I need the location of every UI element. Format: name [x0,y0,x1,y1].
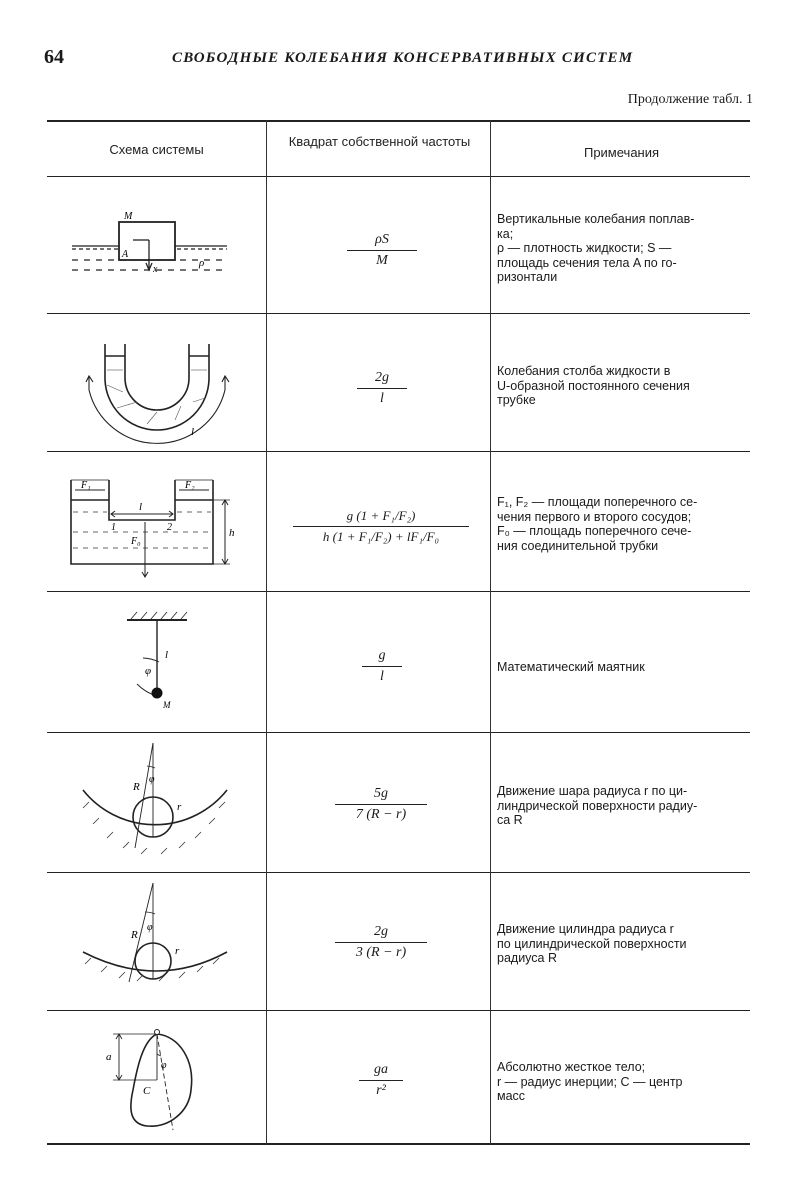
formula-numerator: 2g [375,370,389,385]
frequency-table [47,120,750,1145]
vessels-label-h: h [229,527,235,539]
note-cylinder: Движение цилиндра радиуса r по цилиндрической поверхности радиуса R [497,922,687,965]
column-divider [490,120,491,1145]
formula-denominator: M [376,253,388,269]
formula-numerator: g (1 + F₁/F₂) [346,508,416,523]
formula-numerator: 2g [374,924,388,939]
fraction-bar [347,250,417,251]
fraction-bar [357,388,407,389]
header-bottom-rule [47,176,750,177]
fraction-bar [362,666,402,667]
row-divider [47,313,750,314]
formula-numerator: g [378,648,386,663]
column-header-scheme: Схема системы [109,142,204,157]
row-divider [47,451,750,452]
pendulum-diagram [107,608,217,723]
formula-vessels [293,508,469,545]
u-tube-label-l: l [191,426,195,438]
formula-denominator: l [380,669,384,685]
vessels-label-1: 1 [111,522,116,533]
formula-numerator: ρS [375,232,389,247]
vessels-label-l: l [139,501,143,513]
rigid-label-a: a [106,1051,112,1063]
note-float: Вертикальные колебания поплав- ка; ρ — плотность жидкости; S — площадь сечения тела A по го- ризонтали [497,212,695,284]
formula-numerator: 5g [374,786,388,801]
note-rigid-body: Абсолютно жесткое тело; r — радиус инерции; C — центр масс [497,1060,683,1103]
fraction-bar [293,526,469,527]
formula-pendulum [362,648,402,685]
vessels-diagram [65,472,255,582]
pendulum-label-l: l [165,649,169,661]
vessels-label-F0: F₀ [131,536,141,547]
fraction-bar [335,942,427,943]
table-bottom-rule [47,1143,750,1145]
column-header-notes: Примечания [583,145,660,160]
formula-numerator: ga [374,1062,388,1077]
row-divider [47,1010,750,1011]
column-header-frequency: Квадрат собственной частоты [288,134,471,149]
formula-denominator: 3 (R − r) [355,945,407,961]
fraction-bar [359,1080,403,1081]
float-label-M: M [124,211,133,222]
formula-cylinder [335,924,427,961]
fraction-bar [335,804,427,805]
cylinder-diagram [77,878,237,1006]
row-divider [47,872,750,873]
vessels-label-2: 2 [167,522,172,533]
float-label-A: A [122,249,129,260]
ball-label-R: R [133,781,140,793]
note-vessels: F₁, F₂ — площади поперечного се- чения первого и второго сосудов; F₀ — площадь поперечного сече- ния соединительной трубки [497,495,698,553]
cylinder-label-r: r [175,945,180,957]
rigid-label-phi: φ [161,1060,167,1071]
note-u-tube: Колебания столба жидкости в U-образной постоянного сечения трубке [497,364,690,407]
rigid-label-C: C [143,1085,151,1097]
table-top-rule [47,120,750,122]
formula-float [347,232,417,269]
ball-label-phi: φ [149,774,155,785]
note-pendulum: Математический маятник [497,660,645,674]
vessels-label-F2: F₂ [185,480,195,491]
row-divider [47,591,750,592]
cylinder-label-phi: φ [147,922,153,933]
pendulum-label-phi: φ [145,665,152,677]
vessels-label-F1: F₁ [81,480,91,491]
cylinder-label-R: R [131,929,138,941]
formula-u-tube [357,370,407,407]
ball-diagram [77,738,237,866]
rigid-body-diagram [99,1020,219,1140]
formula-ball [335,786,427,823]
page-number: 64 [44,46,64,68]
pendulum-label-M: M [163,700,171,710]
row-divider [47,732,750,733]
ball-label-r: r [177,801,182,813]
float-diagram [67,208,237,288]
formula-denominator: h (1 + F₁/F₂) + lF₁/F₀ [322,529,440,545]
table-continuation-label: Продолжение табл. 1 [627,92,753,107]
formula-denominator: r² [376,1083,386,1099]
formula-rigid-body [359,1062,403,1099]
u-tube-diagram [77,330,247,445]
running-title: СВОБОДНЫЕ КОЛЕБАНИЯ КОНСЕРВАТИВНЫХ СИСТЕМ [172,50,634,66]
formula-denominator: 7 (R − r) [355,807,407,823]
float-label-rho: ρ [199,257,205,269]
note-ball: Движение шара радиуса r по ци- линдрической поверхности радиу- са R [497,784,698,827]
column-divider [266,120,267,1145]
formula-denominator: l [380,391,384,407]
float-label-x: x [153,264,158,275]
